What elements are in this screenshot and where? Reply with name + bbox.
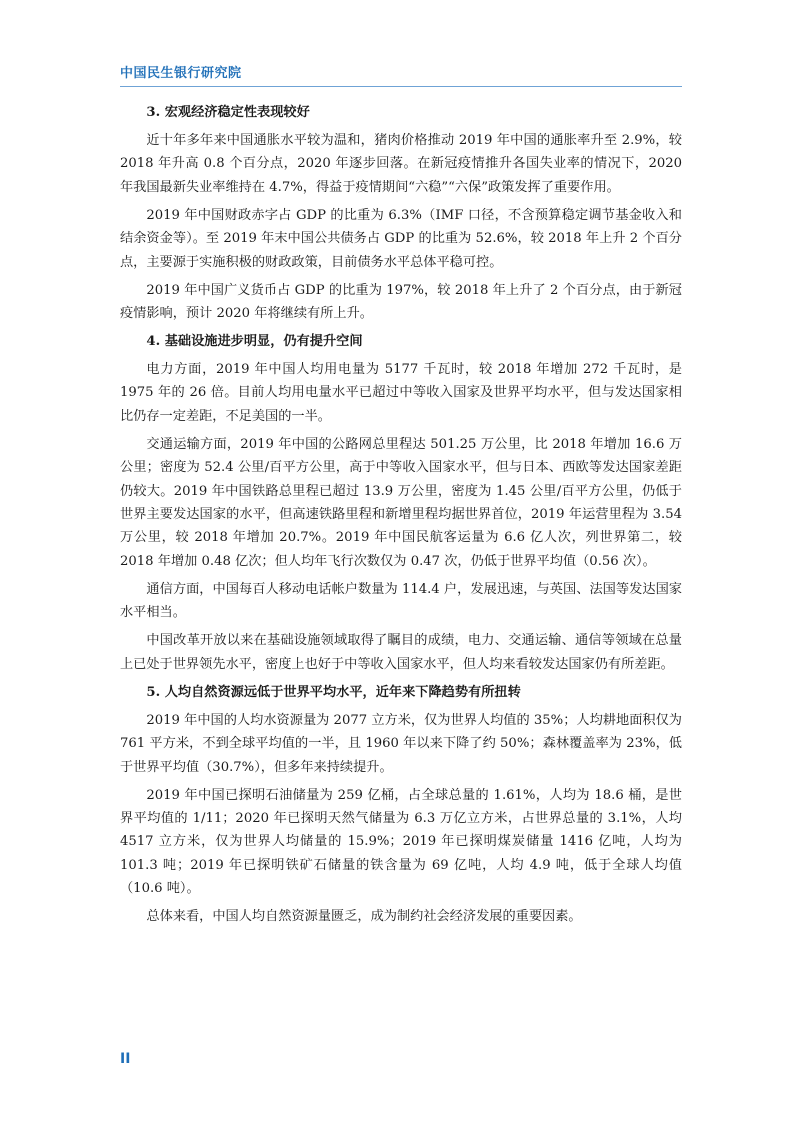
section-heading: 4. 基础设施进步明显，仍有提升空间 xyxy=(146,334,363,350)
document-body xyxy=(120,101,682,933)
paragraph: 中国改革开放以来在基础设施领域取得了瞩目的成绩，电力、交通运输、通信等领域在总量上已处于世界领先水平，密度上也好于中等收入国家水平，但人均来看较发达国家仍有所差距。 xyxy=(120,633,682,672)
page-number: II xyxy=(120,1051,131,1067)
paragraph: 总体来看，中国人均自然资源量匮乏，成为制约社会经济发展的重要因素。 xyxy=(146,909,582,925)
paragraph: 2019 年中国已探明石油储量为 259 亿桶，占全球总量的 1.61%，人均为 18.6 桶，是世界平均值的 1/11；2020 年已探明天然气储量为 6.3 万亿立方米，占世界总量的 3.1%，人均 4517 立方米，仅为世界人均储量的 15.9%；2019 年已探明煤炭储量 1416 亿吨，人均为 101.3 吨；2019 年已探明铁矿石储量的铁含量为 69 亿吨，人均 4.9 吨，低于全球人均值（10.6 吨）。 xyxy=(120,787,682,897)
page-header xyxy=(120,60,682,87)
paragraph: 2019 年中国的人均水资源量为 2077 立方米，仅为世界人均值的 35%；人均耕地面积仅为 761 平方米，不到全球平均值的一半，且 1960 年以来下降了约 50%；森林覆盖率为 23%，低于世界平均值（30.7%），但多年来持续提升。 xyxy=(120,712,682,775)
paragraph: 2019 年中国广义货币占 GDP 的比重为 197%，较 2018 年上升了 2 个百分点，由于新冠疫情影响，预计 2020 年将继续有所上升。 xyxy=(120,282,682,322)
paragraph: 交通运输方面，2019 年中国的公路网总里程达 501.25 万公里，比 2018 年增加 16.6 万公里；密度为 52.4 公里/百平方公里，高于中等收入国家水平，但与日本、西欧等发达国家差距仍较大。2019 年中国铁路总里程已超过 13.9 万公里，密度为 1.45 公里/百平方公里，仍低于世界主要发达国家的水平，但高速铁路里程和新增里程均据世界首位，2019 年运营里程为 3.54 万公里，较 2018 年增加 20.7%。2019 年中国民航客运量为 6.6 亿人次，列世界第二，较 2018 年增加 0.48 亿次；但人均年飞行次数仅为 0.47 次，仍低于世界平均值（0.56 次）。 xyxy=(120,436,682,569)
header-title: 中国民生银行研究院 xyxy=(120,66,242,81)
section-heading: 3. 宏观经济稳定性表现较好 xyxy=(146,105,310,120)
paragraph: 通信方面，中国每百人移动电话帐户数量为 114.4 户，发展迅速，与英国、法国等发达国家水平相当。 xyxy=(120,581,682,621)
paragraph: 2019 年中国财政赤字占 GDP 的比重为 6.3%（IMF 口径，不含预算稳定调节基金收入和结余资金等）。至 2019 年末中国公共债务占 GDP 的比重为 52.6%，较 2018 年上升 2 个百分点，主要源于实施积极的财政政策，目前债务水平总体平稳可控。 xyxy=(120,207,682,270)
section-heading: 5. 人均自然资源远低于世界平均水平，近年来下降趋势有所扭转 xyxy=(146,684,521,700)
paragraph: 电力方面，2019 年中国人均用电量为 5177 千瓦时，较 2018 年增加 272 千瓦时，是 1975 年的 26 倍。目前人均用电量水平已超过中等收入国家及世界平均水平，但与发达国家相比仍存一定差距，不足美国的一半。 xyxy=(120,362,682,424)
paragraph: 近十年多年来中国通胀水平较为温和，猪肉价格推动 2019 年中国的通胀率升至 2.9%，较 2018 年升高 0.8 个百分点，2020 年逐步回落。在新冠疫情推升各国失业率的情况下，2020 年我国最新失业率维持在 4.7%，得益于疫情期间“六稳”“六保”政策发挥了重要作用。 xyxy=(120,133,682,195)
